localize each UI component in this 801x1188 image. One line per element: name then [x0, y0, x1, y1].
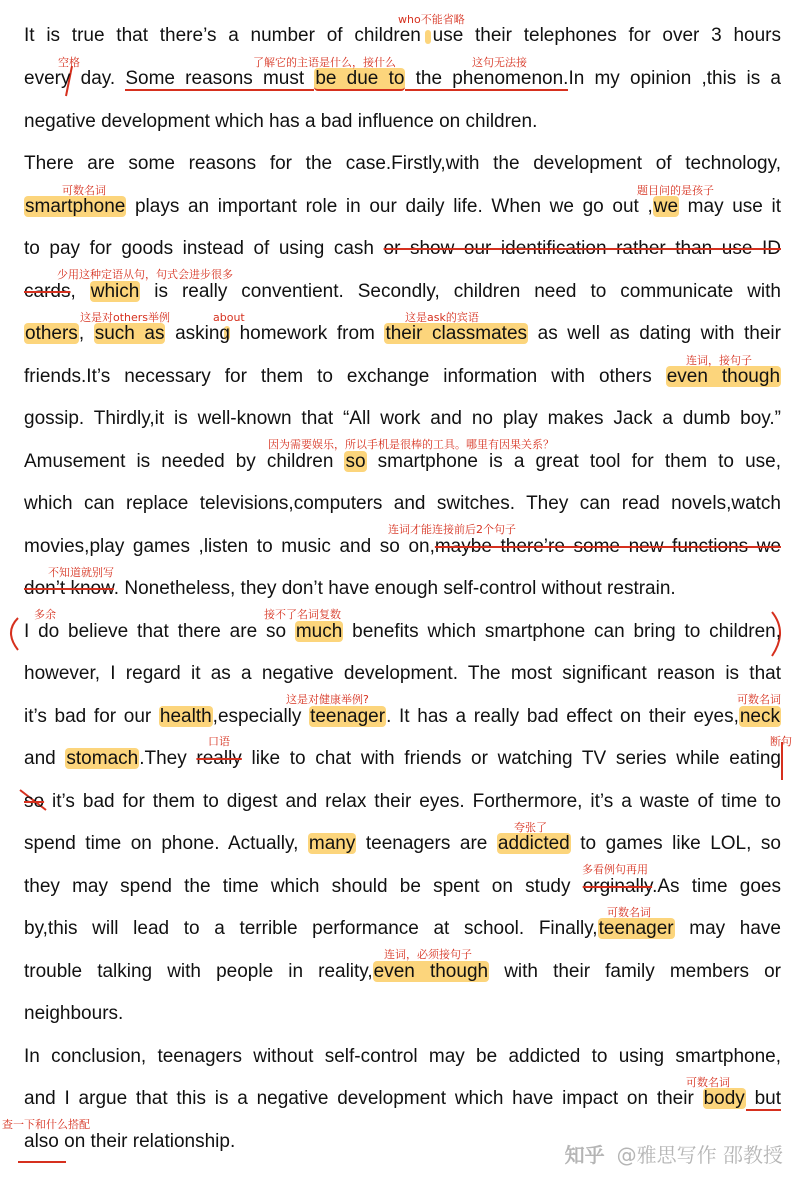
essay-text: negative development which has a bad influence on children.	[24, 111, 538, 132]
essay-text: I do believe that there are so	[24, 621, 295, 642]
highlighted-phrase: even though	[373, 961, 489, 982]
annotation: 这是ask的宾语	[405, 311, 479, 324]
annotation: 连词，接句子	[686, 354, 752, 367]
highlighted-word: many	[308, 833, 356, 854]
annotation: 连词才能连接前后2个句子	[388, 523, 516, 536]
essay-line	[24, 659, 781, 689]
annotation: 可数名词	[62, 184, 106, 197]
essay-line	[24, 234, 781, 264]
essay-text: may use it	[679, 196, 781, 217]
bracket-left-mark	[11, 618, 18, 650]
essay-text: they may spend the time which should be spent on study	[24, 876, 583, 897]
highlighted-word: body	[703, 1088, 745, 1109]
highlighted-phrase: be due to	[315, 68, 405, 89]
essay-text: In conclusion, teenagers without self-control may be addicted to using smartphone,	[24, 1046, 781, 1067]
struck-phrase: orginally	[582, 876, 653, 897]
underlined-phrase: but	[745, 1088, 781, 1109]
highlighted-word: we	[653, 196, 679, 217]
annotation: 因为需要娱乐，所以手机是很棒的工具。哪里有因果关系？	[268, 438, 554, 451]
essay-text: teenagers are	[356, 833, 497, 854]
essay-line	[24, 64, 781, 94]
essay-text: by,this will lead to a terrible performance at school. Finally,	[24, 918, 598, 939]
highlighted-phrase: their classmates	[385, 323, 528, 344]
essay-text: movies,play games ,listen to music and so on,	[24, 536, 435, 557]
essay-text: .As time goes	[652, 876, 781, 897]
essay-line	[24, 617, 781, 647]
annotation: 口语	[208, 735, 230, 748]
struck-phrase: or show our identification rather than use ID	[383, 238, 781, 259]
highlighted-word: smartphone	[25, 196, 126, 217]
essay-text: is really conventient. Secondly, children need to communicate with	[140, 281, 781, 302]
struck-phrase: don’t know	[24, 578, 114, 599]
essay-line	[24, 744, 781, 774]
highlighted-phrase: such as	[94, 323, 165, 344]
annotation: 连词，必须接句子	[384, 948, 472, 961]
essay-text: There are some reasons for the case.Firstly,with the development of technology,	[24, 153, 781, 174]
annotation: 这是对健康举例?	[286, 693, 369, 706]
underline-mark	[18, 1161, 66, 1163]
annotation: 多看例句再用	[582, 863, 648, 876]
highlighted-word: neck	[739, 706, 780, 727]
essay-text: every day.	[24, 68, 126, 89]
essay-text: to pay for goods instead of using cash	[24, 238, 384, 259]
underlined-phrase: Some reasons must	[125, 68, 315, 89]
essay-text: . Nonetheless, they don’t have enough self-control without restrain.	[113, 578, 676, 599]
essay-text: asking homework from	[165, 323, 385, 344]
essay-text: which can replace televisions,computers and switches. They can read novels,watch	[24, 493, 781, 514]
essay-text: neighbours.	[24, 1003, 124, 1024]
annotation: 不知道就别写	[48, 566, 114, 579]
essay-text: may have	[674, 918, 781, 939]
highlighted-word: health	[159, 706, 212, 727]
struck-phrase: so	[24, 791, 45, 812]
essay-text: trouble talking with people in reality,	[24, 961, 373, 982]
essay-text: however, I regard it as a negative development. The most significant reason is that	[24, 663, 781, 684]
essay-text: benefits which smartphone can bring to children,	[343, 621, 782, 642]
annotation: who不能省略	[398, 13, 465, 26]
essay-line	[24, 1084, 781, 1114]
essay-text: also on their relationship.	[24, 1131, 236, 1152]
highlighted-word: much	[295, 621, 343, 642]
annotation: 少用这种定语从句，句式会进步很多	[57, 268, 233, 281]
annotation: 接不了名词复数	[264, 608, 341, 621]
essay-line	[24, 149, 781, 179]
essay-text: ,	[78, 323, 94, 344]
annotation: 了解它的主语是什么，接什么	[253, 56, 396, 69]
essay-line	[24, 914, 781, 944]
essay-line	[24, 872, 781, 902]
annotation: 可数名词	[686, 1076, 730, 1089]
zhihu-logo: 知乎	[564, 1143, 605, 1167]
annotation: 断句	[770, 735, 792, 748]
essay-text: it’s bad for our	[24, 706, 159, 727]
annotation: 查一下和什么搭配	[2, 1118, 90, 1131]
highlighted-word: so	[345, 451, 366, 472]
essay-text: spend time on phone. Actually,	[24, 833, 308, 854]
struck-phrase: cards	[24, 281, 71, 302]
essay-line	[24, 1042, 781, 1072]
essay-line	[24, 489, 781, 519]
essay-line	[24, 404, 781, 434]
underlined-phrase: the phenomenon.	[405, 68, 569, 89]
annotation: 空格	[58, 56, 80, 69]
essay-text: and I argue that this is a negative development which have impact on their	[24, 1088, 703, 1109]
annotation: 这是对others举例	[80, 311, 171, 324]
watermark-text: @雅思写作 邵教授	[616, 1143, 783, 1167]
essay-text: with their family members or	[489, 961, 782, 982]
essay-text: It is true that there’s a number of children use their telephones for over 3 hours	[24, 25, 781, 46]
annotation: 夸张了	[514, 821, 547, 834]
highlighted-word: teenager	[310, 706, 386, 727]
essay-text: gossip. Thirdly,it is well-known that “All work and no play makes Jack a dumb boy.”	[24, 408, 781, 429]
struck-phrase: maybe there’re some new functions we	[434, 536, 781, 557]
annotation: 可数名词	[607, 906, 651, 919]
essay-line	[24, 957, 781, 987]
essay-line	[24, 447, 781, 477]
highlighted-word: others	[25, 323, 78, 344]
essay-text: ,	[70, 281, 90, 302]
annotation: 可数名词	[737, 693, 781, 706]
essay-text: Amusement is needed by children	[24, 451, 345, 472]
essay-text: plays an important role in our daily life. When we go out ,	[126, 196, 653, 217]
essay-line	[24, 829, 781, 859]
essay-line	[24, 277, 781, 307]
highlighted-word: addicted	[497, 833, 570, 854]
essay-line	[24, 532, 781, 562]
highlighted-word: teenager	[598, 918, 674, 939]
essay-text: .They	[139, 748, 197, 769]
essay-text: smartphone is a great tool for them to use,	[366, 451, 781, 472]
essay-text: as well as dating with their	[528, 323, 781, 344]
essay-line	[24, 362, 781, 392]
essay-line	[24, 107, 781, 137]
essay-text: friends.It’s necessary for them to exchange information with others	[24, 366, 666, 387]
essay-line	[24, 574, 781, 604]
annotation: about	[213, 311, 245, 324]
annotation: 题目问的是孩子	[637, 184, 714, 197]
essay-line	[24, 999, 781, 1029]
essay-line	[24, 702, 781, 732]
essay-text: . It has a really bad effect on their eyes,	[386, 706, 739, 727]
annotation: 这句无法接	[472, 56, 527, 69]
essay-text: to games like LOL, so	[570, 833, 781, 854]
highlighted-word: which	[90, 281, 140, 302]
annotation: 多余	[34, 608, 56, 621]
zhihu-watermark	[565, 1139, 783, 1168]
essay-line	[24, 787, 781, 817]
struck-phrase: really	[196, 748, 242, 769]
highlighted-phrase: even though	[666, 366, 781, 387]
essay-text: ,especially	[212, 706, 310, 727]
highlighted-word: stomach	[66, 748, 139, 769]
essay-text: like to chat with friends or watching TV series while eating	[241, 748, 781, 769]
essay-text: In my opinion ,this is a	[568, 68, 781, 89]
essay-text: it’s bad for them to digest and relax their eyes. Forthermore, it’s a waste of time to	[44, 791, 781, 812]
essay-text: and	[24, 748, 66, 769]
